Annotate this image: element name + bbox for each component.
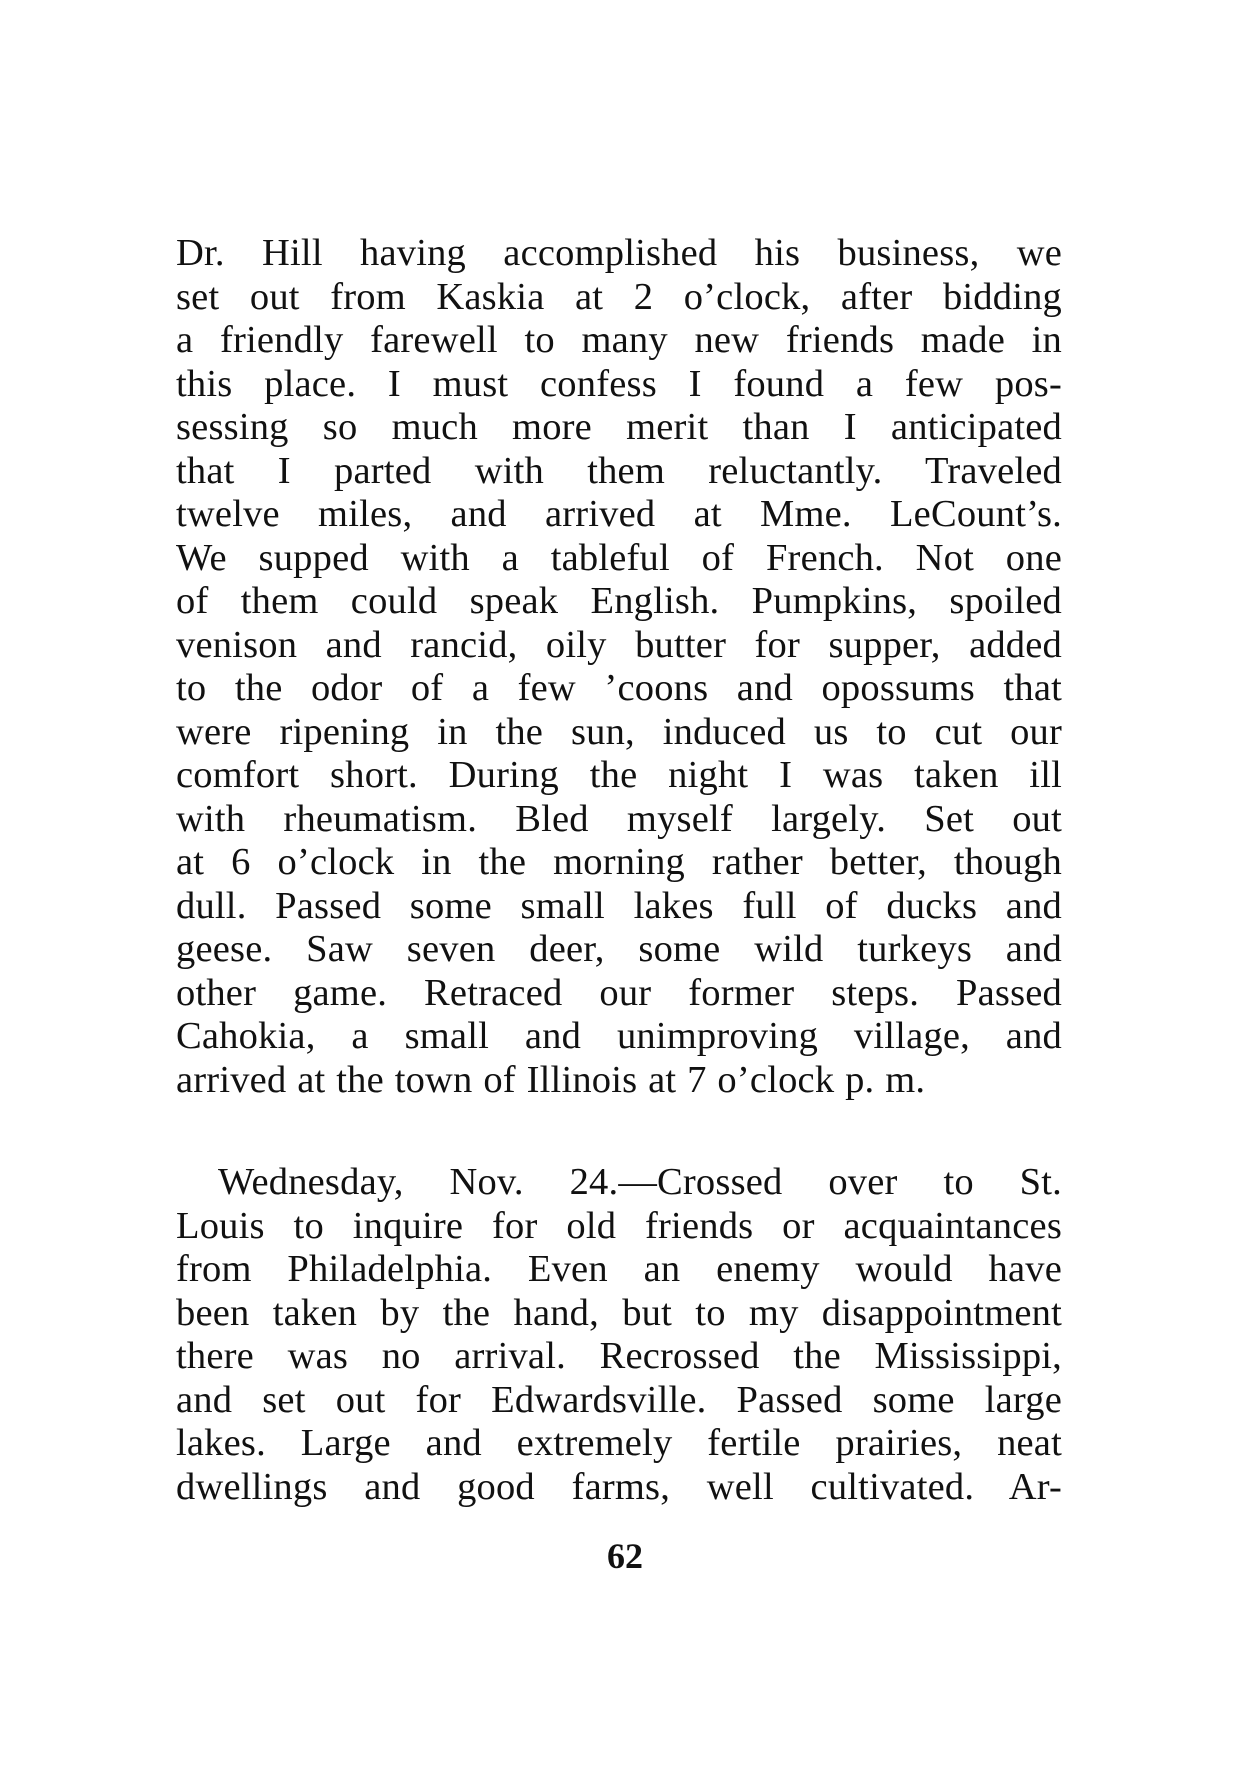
text-line: venison and rancid, oily butter for supper, added	[176, 623, 1062, 666]
text-line: dwellings and good farms, well cultivated. Ar-	[176, 1465, 1062, 1508]
text-line: sessing so much more merit than I anticipated	[176, 406, 1062, 448]
text-line: twelve miles, and arrived at Mme. LeCount’s.	[176, 493, 1062, 535]
text-line: Louis to inquire for old friends or acquaintances	[176, 1204, 1062, 1247]
text-line: dull. Passed some small lakes full of ducks and	[176, 884, 1062, 927]
paragraph-2	[176, 1161, 1062, 1509]
text-line: were ripening in the sun, induced us to cut our	[176, 710, 1062, 753]
text-line: arrived at the town of Illinois at 7 o’clock p. m.	[176, 1058, 926, 1101]
text-line: there was no arrival. Recrossed the Mississippi,	[176, 1335, 1062, 1377]
text-line: geese. Saw seven deer, some wild turkeys and	[176, 928, 1062, 970]
text-line: to the odor of a few ’coons and opossums that	[176, 667, 1062, 709]
text-line: with rheumatism. Bled myself largely. Set out	[176, 797, 1062, 840]
text-line: set out from Kaskia at 2 o’clock, after bidding	[176, 275, 1062, 318]
text-line: from Philadelphia. Even an enemy would have	[176, 1248, 1062, 1290]
text-line: that I parted with them reluctantly. Traveled	[176, 449, 1062, 492]
text-line: lakes. Large and extremely fertile prairies, neat	[176, 1422, 1062, 1464]
text-line: a friendly farewell to many new friends made in	[176, 319, 1062, 361]
text-line: and set out for Edwardsville. Passed some large	[176, 1378, 1062, 1421]
text-line: We supped with a tableful of French. Not one	[176, 536, 1062, 579]
text-line: Wednesday, Nov. 24.—Crossed over to St.	[218, 1161, 1062, 1203]
page-number: 62	[607, 1536, 643, 1576]
text-line: at 6 o’clock in the morning rather better, though	[176, 841, 1062, 883]
text-line: other game. Retraced our former steps. Passed	[176, 971, 1062, 1014]
text-line: comfort short. During the night I was taken ill	[176, 754, 1062, 796]
paragraph-1	[176, 232, 1062, 1102]
text-line: been taken by the hand, but to my disappointment	[176, 1291, 1062, 1334]
text-line: Cahokia, a small and unimproving village, and	[176, 1015, 1062, 1057]
text-line: this place. I must confess I found a few pos-	[176, 362, 1062, 405]
text-line: Dr. Hill having accomplished his business, we	[176, 232, 1062, 274]
text-line: of them could speak English. Pumpkins, spoiled	[176, 580, 1062, 622]
